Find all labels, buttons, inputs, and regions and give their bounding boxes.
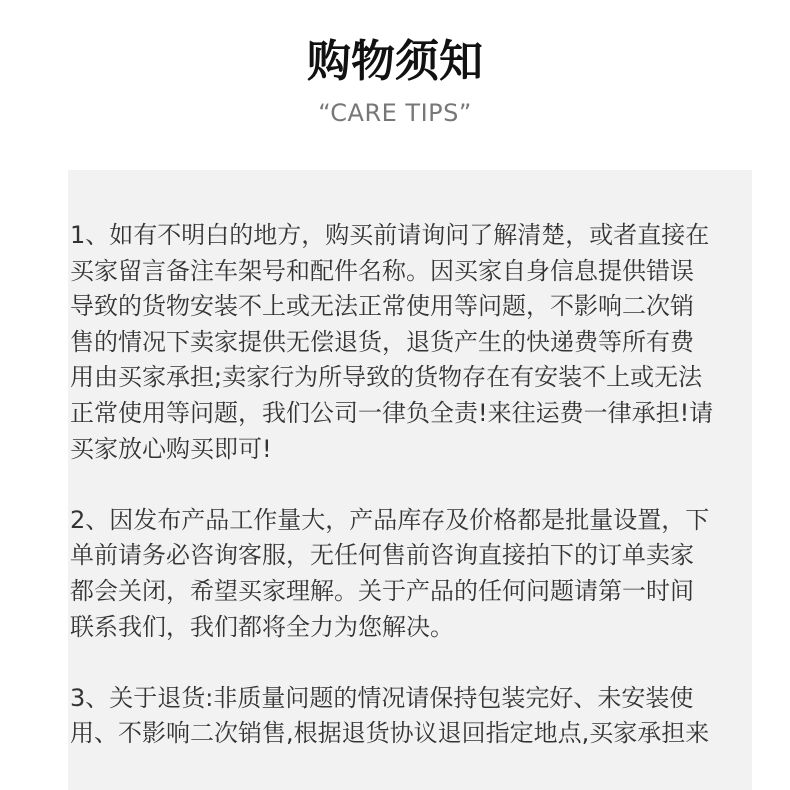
notice-line: 导致的货物安装不上或无法正常使用等问题，不影响二次销 [70,292,694,321]
notice-line: 3、关于退货:非质量问题的情况请保持包装完好、未安装使 [70,683,694,712]
notice-line: 买家留言备注车架号和配件名称。因买家自身信息提供错误 [70,256,694,285]
page-title: 购物须知 [307,36,483,87]
notice-line: 2、因发布产品工作量大，产品库存及价格都是批量设置，下 [70,505,710,534]
notice-line: 用、不影响二次销售,根据退货协议退回指定地点,买家承担来 [70,719,710,748]
notice-line: 售的情况下卖家提供无偿退货，退货产生的快递费等所有费 [70,327,694,356]
notice-line: 买家放心购买即可! [70,434,272,463]
notice-line: 都会关闭，希望买家理解。关于产品的任何问题请第一时间 [70,576,694,605]
page-subtitle: “CARE TIPS” [318,99,472,127]
notice-paragraph-3 [70,681,746,752]
notice-line: 1、如有不明白的地方，购买前请询问了解清楚，或者直接在 [70,221,710,249]
notice-paragraph-2 [70,503,746,645]
notice-line: 联系我们，我们都将全力为您解决。 [70,612,454,641]
notice-line: 用由买家承担;卖家行为所导致的货物存在有安装不上或无法 [70,363,703,392]
notice-paragraph-1 [70,218,746,467]
notice-box [68,170,752,790]
notice-text [70,218,746,788]
notice-line: 单前请务必咨询客服，无任何售前咨询直接拍下的订单卖家 [70,541,694,570]
notice-line: 正常使用等问题，我们公司一律负全责!来往运费一律承担!请 [70,398,714,427]
